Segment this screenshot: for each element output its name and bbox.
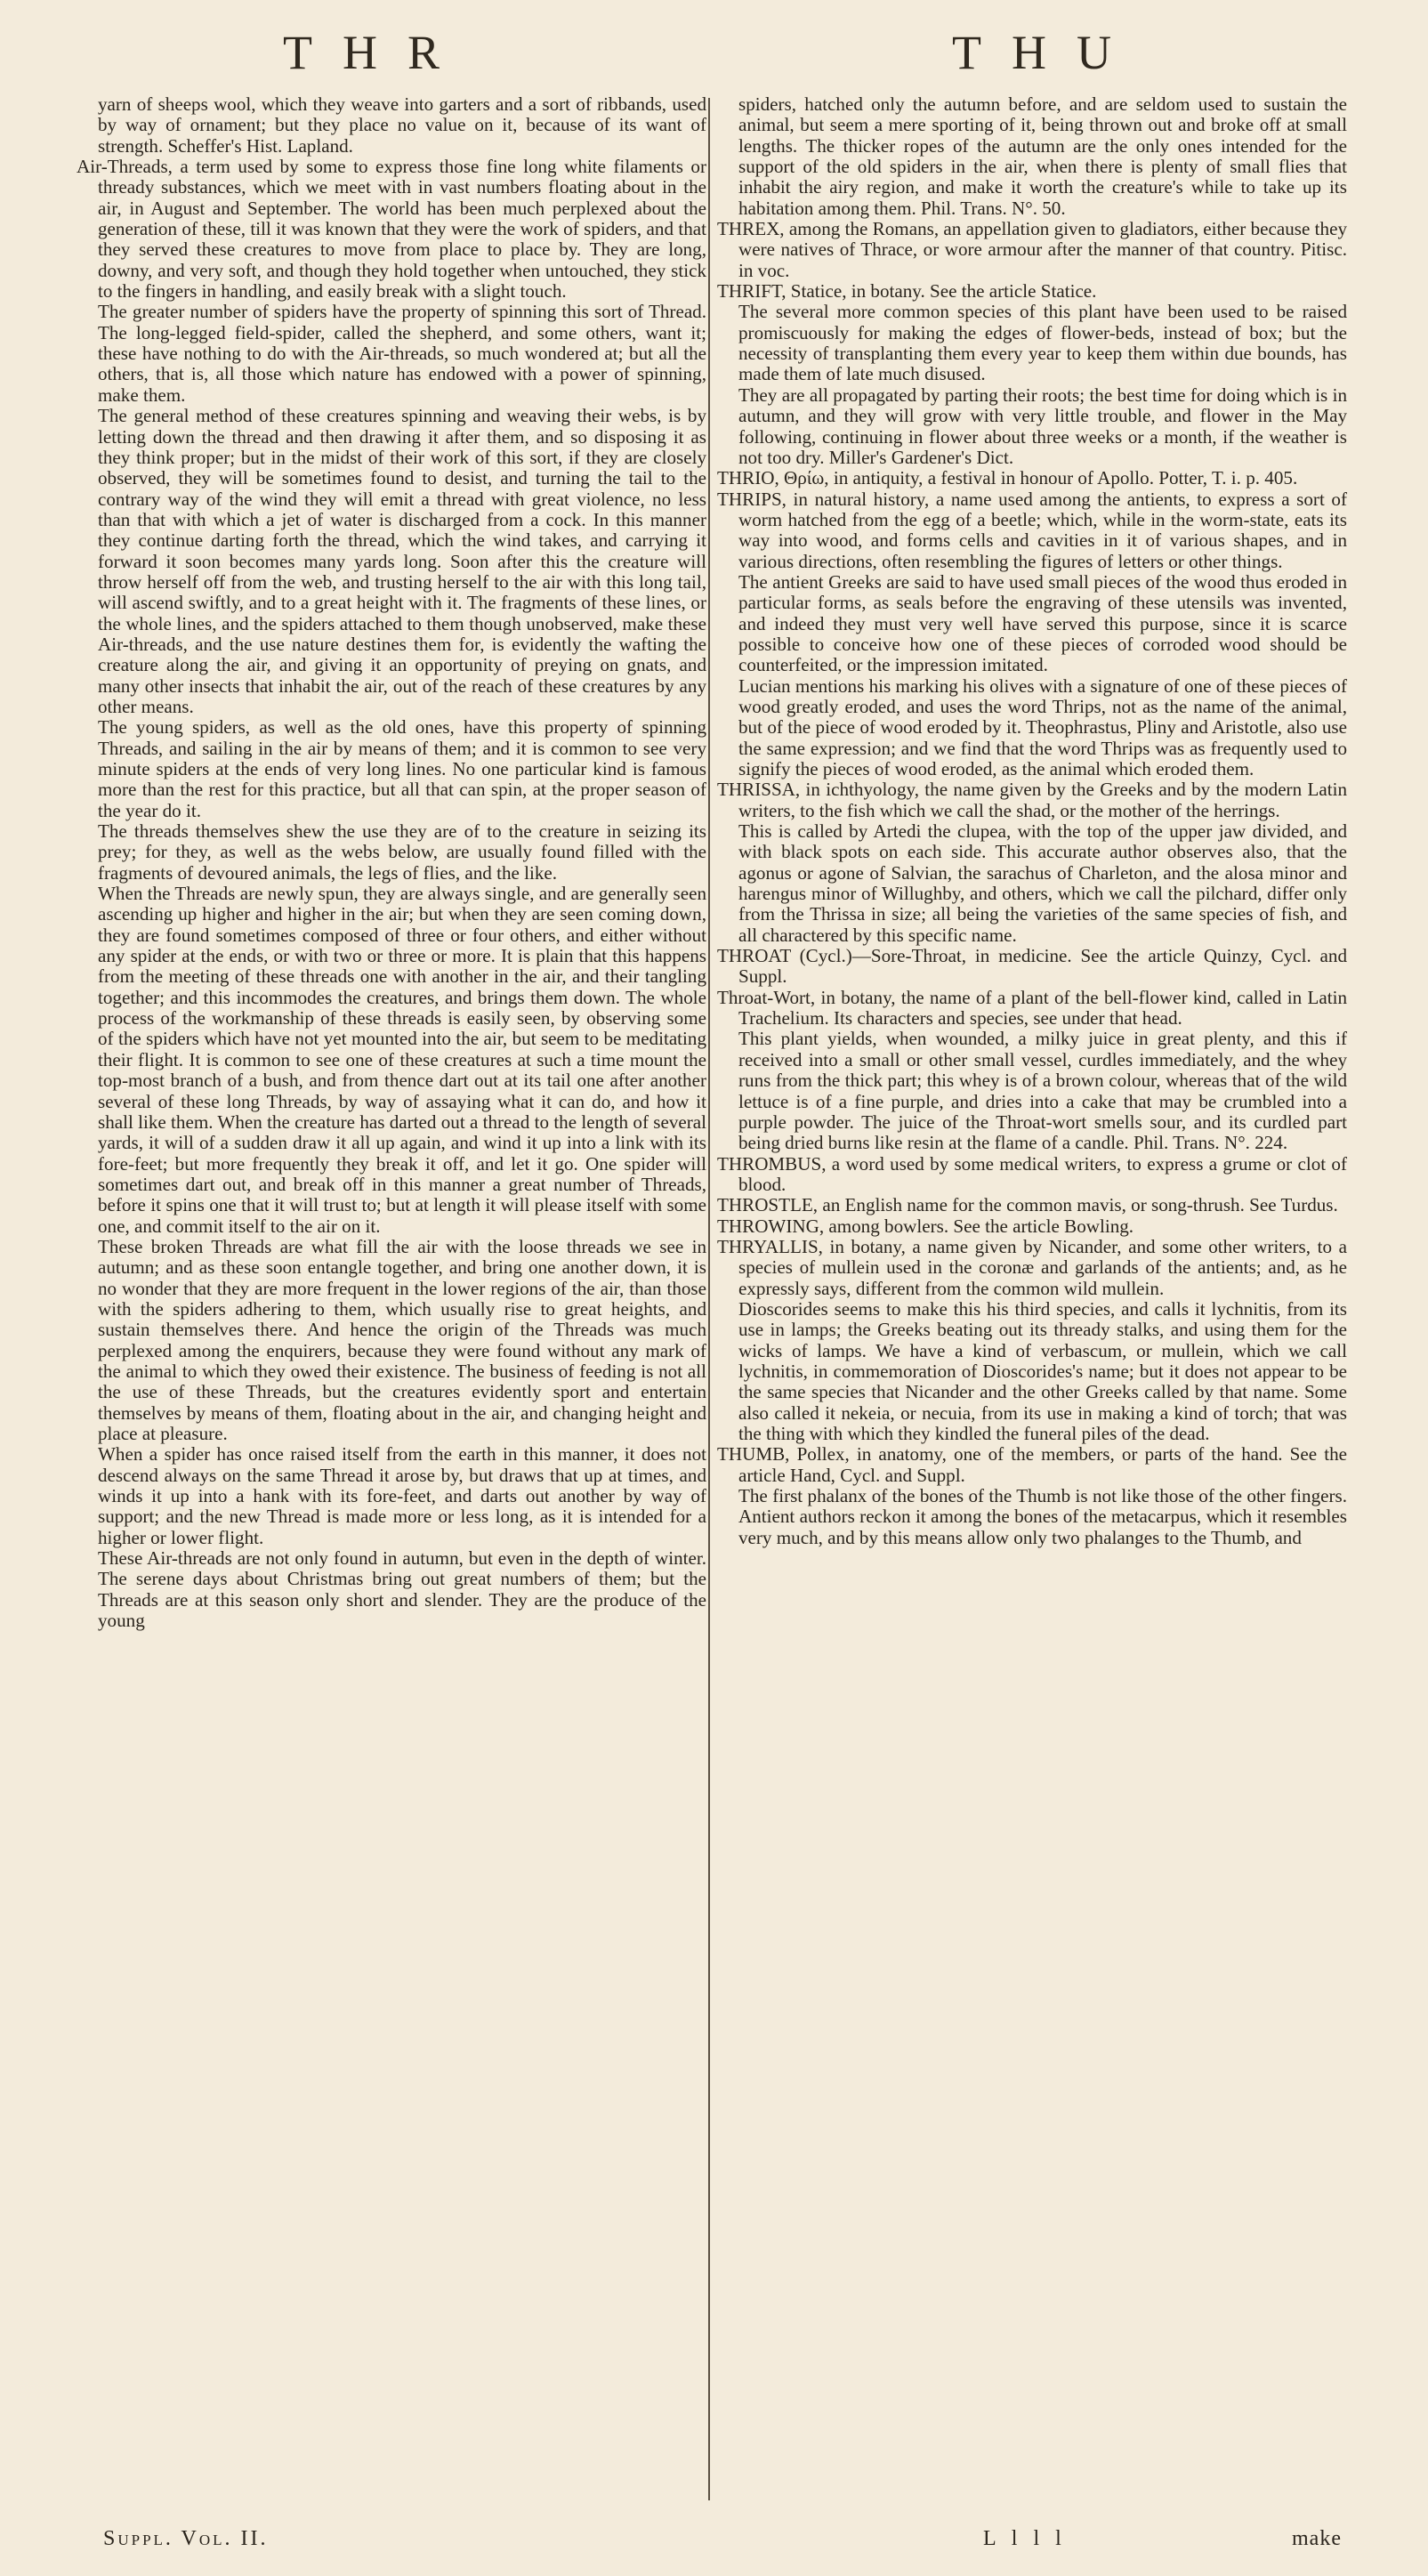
paragraph: Throat-Wort, in botany, the name of a plant of the bell-flower kind, called in Latin Trachelium. Its characters and species, see under that head. bbox=[717, 986, 1347, 1030]
paragraph: This is called by Artedi the clupea, with the top of the upper jaw divided, and with black spots on each side. This accurate author observes also, that the agonus or agone of Salvian, the sarachus of Charleton, and the alosa minor and harengus minor of Willughby, and others, which we call the pilchard, differ only from the Thrissa in size; all being the varieties of the same species of fish, and all charactered by this specific name. bbox=[738, 820, 1347, 946]
paragraph: THROSTLE, an English name for the common mavis, or song-thrush. See Turdus. bbox=[717, 1194, 1338, 1216]
footer-signature: L l l l bbox=[983, 2527, 1067, 2550]
paragraph: These broken Threads are what fill the air with the loose threads we see in autumn; and as these soon entangle together, and bring one another down, it is no wonder that they are more frequent in the lower regions of the air, than those with the spiders adhering to them, which usually rise to great heights, and sustain themselves there. And hence the origin of the Threads was much perplexed among the enquirers, because they were found without any mark of the animal to which they owed their existence. The business of feeding is not all the use of these Threads, but the creatures evidently sport and entertain themselves by means of them, floating about in the air, and changing height and place at pleasure. bbox=[98, 1235, 706, 1444]
paragraph: The first phalanx of the bones of the Thumb is not like those of the other fingers. Antient authors reckon it among the bones of the metacarpus, which it resembles very much, and by this means allow only two phalanges to the Thumb, and bbox=[738, 1485, 1347, 1548]
paragraph: Dioscorides seems to make this his third species, and calls it lychnitis, from its use in lamps; the Greeks beating out its thready stalks, and using them for the wicks of lamps. We have a kind of verbascum, or mullein, which we call lychnitis, in commemoration of Dioscorides's name; but it does not appear to be the same species that Nicander and the other Greeks called by that name. Some also called it nekeia, or necuia, from its use in making a kind of torch; that was the thing with which they kindled the funeral piles of the dead. bbox=[738, 1297, 1347, 1444]
footer-catchword: make bbox=[1292, 2527, 1342, 2550]
paragraph: The several more common species of this plant have been used to be raised promiscuously for making the edges of flower-beds, instead of box; but the necessity of transplanting them every year to keep them within due bounds, has made them of late much disused. bbox=[738, 301, 1347, 385]
paragraph: THRISSA, in ichthyology, the name given by the Greeks and by the modern Latin writers, to the fish which we call the shad, or the mother of the herrings. bbox=[717, 779, 1347, 821]
paragraph: spiders, hatched only the autumn before, and are seldom used to sustain the animal, but seem a mere sporting of it, being thrown out and broke off at small lengths. The thicker ropes of the autumn are the only ones intended for the support of the old spiders in the air, when there is plenty of small flies that inhabit the airy region, and make it worth the creature's while to take up its habitation among them. Phil. Trans. N°. 50. bbox=[738, 93, 1347, 219]
paragraph: THROMBUS, a word used by some medical writers, to express a grume or clot of blood. bbox=[717, 1152, 1347, 1195]
paragraph: THROWING, among bowlers. See the article Bowling. bbox=[717, 1215, 1134, 1237]
paragraph: THRIFT, Statice, in botany. See the article Statice. bbox=[717, 280, 1097, 303]
paragraph: yarn of sheeps wool, which they weave into garters and a sort of ribbands, used by way of ornament; but they place no value on it, because of its want of strength. Scheffer's Hist. Lapland. bbox=[98, 93, 706, 157]
paragraph: This plant yields, when wounded, a milky juice in great plenty, and this if received into a small or other small vessel, curdles immediately, and the whey runs from the thick part; this whey is of a brown colour, whereas that of the wild lettuce is of a fine purple, and dries into a cake that may be crumbled into a purple powder. The juice of the Throat-wort smells sour, and its curdled part being dried burns like resin at the flame of a candle. Phil. Trans. N°. 224. bbox=[738, 1028, 1347, 1154]
left-column bbox=[77, 94, 706, 1631]
paragraph: Lucian mentions his marking his olives with a signature of one of these pieces of wood greatly eroded, and uses the word Thrips, not as the name of the animal, but of the piece of wood eroded by it. Theophrastus, Pliny and Aristotle, also use the same expression; and we find that the word Thrips was as frequently used to signify the pieces of wood eroded, as the animal which eroded them. bbox=[738, 674, 1347, 779]
paragraph: The threads themselves shew the use they are of to the creature in seizing its prey; for they, as well as the webs below, are usually found filled with the fragments of devoured animals, the legs of flies, and the like. bbox=[98, 820, 706, 884]
footer-volume: Suppl. Vol. II. bbox=[103, 2527, 269, 2550]
paragraph: The general method of these creatures spinning and weaving their webs, is by letting down the thread and then drawing it after them, and so disposing it as they think proper; but in the midst of their work of this sort, if they are closely observed, they will be sometimes found to desist, and turning the tail to the contrary way of the wind they will emit a thread with great violence, no less than that with which a jet of water is discharged from a cock. In this manner they continue darting forth the thread, which the wind takes, and carrying it forward it soon becomes many yards long. Soon after this the creature will throw herself off from the web, and trusting herself to the air with this long tail, will ascend swiftly, and to a great height with it. The fragments of these lines, or the whole lines, and the spiders attached to them though unobserved, make these Air-threads, and the use nature destines them for, is evidently the wafting the creature along the air, and giving it an opportunity of preying on gnats, and many other insects that inhabit the air, out of the reach of these creatures by any other means. bbox=[98, 405, 706, 717]
paragraph: THREX, among the Romans, an appellation given to gladiators, either because they were natives of Thrace, or wore armour after the manner of that country. Pitisc. in voc. bbox=[717, 218, 1347, 281]
paragraph: When the Threads are newly spun, they are always single, and are generally seen ascending up higher and higher in the air; but when they are seen coming down, they are found sometimes composed of three or four others, and either without any spider at the ends, or with two or three or more. It is plain that this happens from the meeting of these threads one with another in the air, and their tangling together; and this incommodes the creatures, and brings them down. The whole process of the workmanship of these threads is easily seen, by observing some of the spiders which have not yet mounted into the air, but seem to be meditating their flight. It is common to see one of these creatures at such a time mount the top-most branch of a bush, and from thence dart out at its tail one after another several of these long Threads, by way of assaying what it can do, and how it shall like them. When the creature has darted out a thread to the length of several yards, it will of a sudden draw it all up again, and wind it up into a link with its fore-feet; but more frequently they break it off, and let it go. One spider will sometimes dart out, and break off in this manner a great number of Threads, before it spins one that it will trust to; but at length it will please itself with some one, and commit itself to the air on it. bbox=[98, 883, 706, 1237]
paragraph: When a spider has once raised itself from the earth in this manner, it does not descend always on the same Thread it arose by, but draws that up at times, and winds it up into a hank with its fore-feet, and darts out another by way of support; and the new Thread is made more or less long, as it is intended for a higher or lower flight. bbox=[98, 1443, 706, 1548]
paragraph: THRIPS, in natural history, a name used among the antients, to express a sort of worm hatched from the egg of a beetle; which, while in the worm-state, eats its way into wood, and forms cells and cavities in it of various shapes, and in various directions, often resembling the figures of letters or other things. bbox=[717, 488, 1347, 572]
paragraph: THRYALLIS, in botany, a name given by Nicander, and some other writers, to a species of mullein used in the coronæ and garlands of the antients; and, as he expressly says, different from the common wild mullein. bbox=[717, 1235, 1347, 1299]
paragraph: The antient Greeks are said to have used small pieces of the wood thus eroded in particular forms, as seals before the engraving of these utensils was invented, and indeed they must very well have served this purpose, since it is scarce possible to conceive how one of these pieces of corroded wood should be counterfeited, or the impression imitated. bbox=[738, 570, 1347, 676]
running-head-right: THU bbox=[952, 26, 1142, 79]
running-head-left: THR bbox=[283, 26, 470, 79]
column-divider bbox=[708, 98, 710, 2500]
paragraph: The greater number of spiders have the property of spinning this sort of Thread. The long-legged field-spider, called the shepherd, and some others, want it; these have nothing to do with the Air-threads, so much wondered at; but all the others, that is, all those which nature has endowed with a power of spinning, make them. bbox=[98, 301, 706, 406]
paragraph: THUMB, Pollex, in anatomy, one of the members, or parts of the hand. See the article Hand, Cycl. and Suppl. bbox=[717, 1443, 1347, 1486]
right-column bbox=[717, 94, 1347, 1548]
paragraph: The young spiders, as well as the old ones, have this property of spinning Threads, and sailing in the air by means of them; and it is common to see very minute spiders at the ends of very long lines. No one particular kind is famous more than the rest for this practice, but all that can spin, at the proper season of the year do it. bbox=[98, 716, 706, 821]
paragraph: THROAT (Cycl.)—Sore-Throat, in medicine. See the article Quinzy, Cycl. and Suppl. bbox=[717, 945, 1347, 988]
paragraph: They are all propagated by parting their roots; the best time for doing which is in autumn, and they will grow with very little trouble, and flower in the May following, continuing in flower about three weeks or a month, if the weather is not too dry. Miller's Gardener's Dict. bbox=[738, 384, 1347, 468]
paragraph: THRIO, Θρίω, in antiquity, a festival in honour of Apollo. Potter, T. i. p. 405. bbox=[717, 467, 1298, 489]
paragraph: Air-Threads, a term used by some to express those fine long white filaments or thready substances, which we meet with in vast numbers floating about in the air, in August and September. The world has been much perplexed about the generation of these, till it was known that they were the work of spiders, and that they served these creatures to move from place to place by. They are long, downy, and very soft, and though they hold together when untouched, they stick to the fingers in handling, and easily break with a slight touch. bbox=[77, 156, 706, 303]
paragraph: These Air-threads are not only found in autumn, but even in the depth of winter. The serene days about Christmas bring out great numbers of them; but the Threads are at this season only short and slender. They are the produce of the young bbox=[98, 1547, 706, 1632]
